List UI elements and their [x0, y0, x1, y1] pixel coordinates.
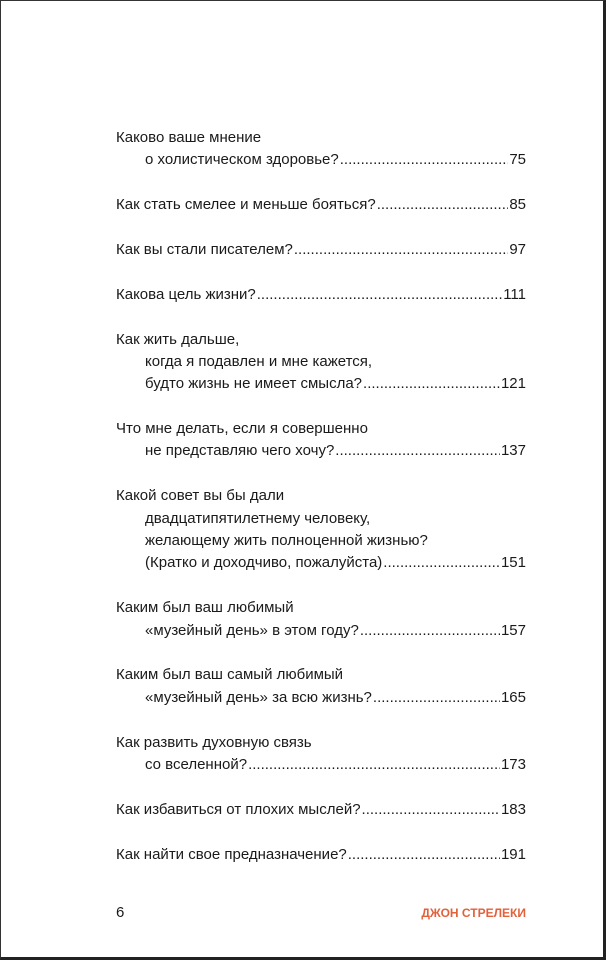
toc-page-number: 85: [509, 196, 526, 214]
toc-entry-line: Что мне делать, если я совершенно: [116, 420, 368, 438]
toc-page-number: 165: [500, 688, 526, 706]
toc-entry-line: [116, 239, 526, 261]
toc-entry[interactable]: [116, 418, 526, 463]
toc-entry-line: Каким был ваш самый любимый: [116, 666, 344, 684]
toc-entry-title: «музейный день» за всю жизнь?: [145, 688, 372, 706]
dot-leader: [348, 844, 500, 866]
toc-entry[interactable]: [116, 799, 526, 821]
toc-entry[interactable]: [116, 485, 526, 575]
dot-leader: [363, 373, 500, 395]
toc-entry-title: Как вы стали писателем?: [116, 240, 293, 258]
dot-leader: [257, 284, 502, 306]
toc-entry[interactable]: [116, 597, 526, 642]
toc-entry-line: [116, 844, 526, 866]
toc-page-number: 191: [500, 845, 526, 863]
toc-page-number: 183: [500, 800, 526, 818]
toc-entry-line: [116, 284, 526, 306]
toc-entry-title: Как избавиться от плохих мыслей?: [116, 800, 361, 818]
dot-leader: [362, 799, 500, 821]
dot-leader: [340, 149, 509, 171]
toc-entry-title: о холистическом здоровье?: [145, 151, 339, 169]
toc-entry[interactable]: [116, 329, 526, 396]
dot-leader: [335, 440, 500, 462]
toc-entry-line: [116, 620, 526, 642]
toc-entry-line: [116, 552, 526, 574]
toc-entry-line: [116, 799, 526, 821]
toc-entry-line: [116, 373, 526, 395]
toc-entry-line: [116, 687, 526, 709]
toc-entry-title: Какова цель жизни?: [116, 285, 256, 303]
toc-entry[interactable]: [116, 194, 526, 216]
toc-entry-line: [116, 440, 526, 462]
toc-entry-line: когда я подавлен и мне кажется,: [145, 352, 373, 370]
table-of-contents: [116, 127, 526, 888]
toc-entry-line: желающему жить полноценной жизнью?: [145, 532, 428, 550]
toc-entry-line: Каково ваше мнение: [116, 129, 262, 146]
toc-page-number: 121: [500, 375, 526, 393]
dot-leader: [248, 754, 500, 776]
toc-entry-line: Каким был ваш любимый: [116, 599, 294, 617]
toc-entry-line: двадцатипятилетнему человеку,: [145, 509, 371, 527]
toc-page-number: 157: [500, 621, 526, 639]
page-number: 6: [116, 904, 125, 921]
toc-entry-title: со вселенной?: [145, 755, 248, 773]
toc-entry-title: не представляю чего хочу?: [145, 442, 335, 460]
toc-entry-title: «музейный день» в этом году?: [145, 621, 359, 639]
dot-leader: [373, 687, 500, 709]
dot-leader: [383, 552, 500, 574]
toc-entry-title: (Кратко и доходчиво, пожалуйста): [145, 554, 383, 572]
toc-page-number: 137: [500, 442, 526, 460]
toc-entry-line: Как жить дальше,: [116, 330, 240, 348]
toc-entry[interactable]: [116, 127, 526, 172]
dot-leader: [377, 194, 509, 216]
toc-entry[interactable]: [116, 732, 526, 777]
toc-entry-line: Как развить духовную связь: [116, 733, 312, 751]
toc-entry-line: [116, 149, 526, 171]
toc-entry[interactable]: [116, 284, 526, 306]
toc-entry-title: Как стать смелее и меньше бояться?: [116, 196, 376, 214]
dot-leader: [294, 239, 508, 261]
toc-page-number: 151: [500, 554, 526, 572]
toc-entry[interactable]: [116, 844, 526, 866]
dot-leader: [360, 620, 500, 642]
toc-entry-line: [116, 754, 526, 776]
toc-entry[interactable]: [116, 239, 526, 261]
running-header-author: ДЖОН СТРЕЛЕКИ: [421, 906, 526, 920]
toc-entry[interactable]: [116, 664, 526, 709]
toc-page-number: 97: [509, 240, 526, 258]
toc-page-number: 111: [503, 285, 526, 303]
toc-entry-title: будто жизнь не имеет смысла?: [145, 375, 363, 393]
toc-page-number: 173: [500, 755, 526, 773]
toc-entry-line: [116, 194, 526, 216]
toc-entry-line: Какой совет вы бы дали: [116, 487, 285, 505]
toc-entry-title: Как найти свое предназначение?: [116, 845, 347, 863]
toc-page-number: 75: [509, 151, 526, 169]
